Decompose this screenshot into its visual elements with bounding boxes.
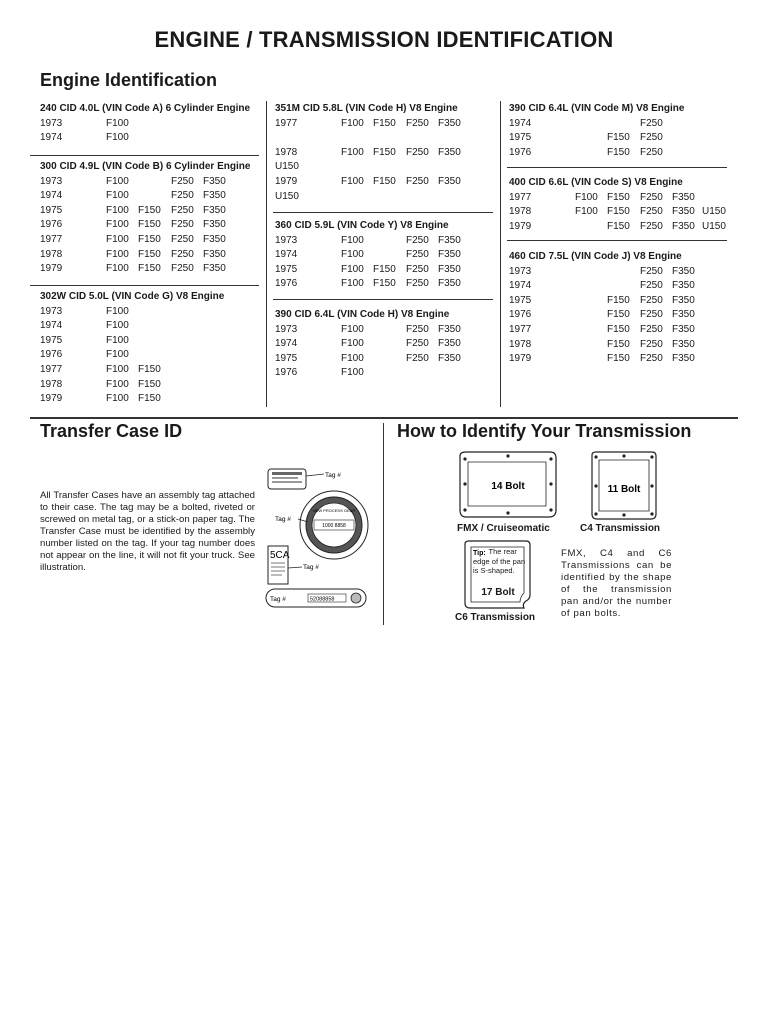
engine-row <box>275 277 461 292</box>
engine-model: F100 <box>341 249 364 261</box>
engine-year: 1974 <box>509 280 532 292</box>
engine-row <box>40 363 224 378</box>
engine-model: F150 <box>138 248 161 260</box>
engine-row <box>40 117 250 132</box>
engine-model: F100 <box>575 191 598 203</box>
block-separator <box>30 285 259 286</box>
engine-model: F100 <box>341 338 364 350</box>
engine-model: F150 <box>607 323 630 335</box>
engine-row <box>509 308 695 323</box>
engine-year: 1973 <box>509 265 532 277</box>
engine-year: 1977 <box>40 233 63 245</box>
engine-year: 1977 <box>509 191 532 203</box>
engine-model: U150 <box>702 206 726 218</box>
engine-row <box>40 233 250 248</box>
engine-row <box>40 319 224 334</box>
engine-row <box>275 175 461 190</box>
engine-model: F350 <box>672 338 695 350</box>
engine-year: 1973 <box>40 305 63 317</box>
engine-year: 1974 <box>275 338 298 350</box>
engine-year: 1976 <box>40 349 63 361</box>
engine-row <box>275 366 449 381</box>
engine-model: F100 <box>341 175 364 187</box>
engine-row <box>275 263 461 278</box>
section-divider <box>383 423 384 625</box>
engine-model: F350 <box>438 278 461 290</box>
engine-model: F250 <box>406 263 429 275</box>
engine-model: F350 <box>438 352 461 364</box>
engine-model: F250 <box>406 175 429 187</box>
engine-model: F250 <box>406 117 429 129</box>
engine-row <box>509 205 726 220</box>
engine-year: 1979 <box>40 393 63 405</box>
engine-model: F350 <box>438 338 461 350</box>
engine-year: 1974 <box>275 249 298 261</box>
engine-model: F250 <box>171 190 194 202</box>
engine-row <box>40 189 250 204</box>
section-separator <box>30 417 738 419</box>
engine-model: F350 <box>438 146 461 158</box>
engine-model: F250 <box>406 249 429 261</box>
engine-model: F250 <box>640 323 663 335</box>
engine-model: F150 <box>373 146 396 158</box>
engine-model: F100 <box>106 219 129 231</box>
engine-model: F350 <box>672 353 695 365</box>
engine-model: F150 <box>138 233 161 245</box>
engine-block-header: 302W CID 5.0L (VIN Code G) V8 Engine <box>40 291 225 302</box>
engine-row <box>40 218 250 233</box>
engine-year: 1978 <box>40 248 63 260</box>
tag-label: Tag # <box>303 564 319 571</box>
engine-model: F100 <box>341 323 364 335</box>
engine-model: F150 <box>607 206 630 218</box>
engine-year: 1973 <box>40 175 63 187</box>
engine-row <box>509 338 695 353</box>
round-tag-number: 1000 8858 <box>322 523 346 529</box>
engine-model: F150 <box>373 117 396 129</box>
transmission-title: How to Identify Your Transmission <box>397 421 692 441</box>
engine-row <box>509 352 695 367</box>
engine-model: F100 <box>106 305 129 317</box>
engine-model: F350 <box>203 233 226 245</box>
engine-model: F100 <box>106 263 129 275</box>
engine-model: F100 <box>106 363 129 375</box>
column-divider <box>500 101 501 407</box>
engine-year: 1979 <box>275 175 298 187</box>
engine-row <box>275 146 461 161</box>
tag-label: Tag # <box>275 516 291 523</box>
engine-row <box>509 323 695 338</box>
engine-year: 1979 <box>509 353 532 365</box>
engine-row <box>509 279 695 294</box>
block-separator <box>507 240 727 241</box>
engine-model: F350 <box>203 263 226 275</box>
engine-year: 1973 <box>275 234 298 246</box>
engine-model: F250 <box>171 175 194 187</box>
engine-row <box>509 220 726 235</box>
engine-model: F150 <box>607 146 630 158</box>
block-separator <box>507 167 727 168</box>
engine-model: F100 <box>341 234 364 246</box>
engine-year: 1976 <box>275 367 298 379</box>
transmission-description: FMX, C4 and C6 Transmissions can be identified by the shape of the transmission pan and/or the number of pan bolts. <box>561 548 672 619</box>
paper-tag-code: 5CA <box>270 550 290 561</box>
engine-model: F100 <box>106 132 129 144</box>
engine-model: U150 <box>702 220 726 232</box>
engine-model: F150 <box>138 219 161 231</box>
engine-model: F350 <box>672 206 695 218</box>
engine-model: F150 <box>607 220 630 232</box>
engine-model: F150 <box>373 263 396 275</box>
engine-model: F150 <box>607 132 630 144</box>
engine-model: F250 <box>171 204 194 216</box>
engine-model: F100 <box>341 352 364 364</box>
engine-model: F100 <box>106 233 129 245</box>
fmx-caption: FMX / Cruiseomatic <box>457 523 550 534</box>
engine-model: F350 <box>203 219 226 231</box>
engine-row <box>509 131 684 146</box>
engine-model: F100 <box>575 206 598 218</box>
engine-model: F150 <box>607 309 630 321</box>
transfer-case-description: All Transfer Cases have an assembly tag attached to their case. The tag may be a bolted, riveted or screwed on metal tag, or a stick-on paper tag. The Transfer Case must be identified by the assembly number listed on the tag. If your tag number does not appear on the line, it will not fit your truck. See illustration. <box>40 490 255 573</box>
engine-year: 1976 <box>275 278 298 290</box>
tip-text: The rear edge of the pan is S-shaped. <box>473 547 526 576</box>
engine-year: 1973 <box>275 323 298 335</box>
engine-model: F250 <box>640 280 663 292</box>
engine-row <box>509 294 695 309</box>
engine-year: 1976 <box>509 146 532 158</box>
engine-year: 1975 <box>40 334 63 346</box>
c4-bolt-count: 11 Bolt <box>607 484 641 495</box>
engine-row <box>275 234 461 249</box>
engine-model: F350 <box>203 248 226 260</box>
engine-model: F150 <box>138 378 161 390</box>
engine-model: F100 <box>106 175 129 187</box>
engine-year: 1978 <box>275 146 298 158</box>
engine-model: F100 <box>341 146 364 158</box>
engine-model: F350 <box>672 220 695 232</box>
engine-year: 1975 <box>509 132 532 144</box>
tip-label: Tip: <box>473 550 486 557</box>
engine-year: 1978 <box>509 206 532 218</box>
engine-year: 1979 <box>509 220 532 232</box>
long-tag-number: 52088858 <box>310 596 335 603</box>
engine-row <box>40 248 250 263</box>
engine-block-header: 390 CID 6.4L (VIN Code M) V8 Engine <box>509 103 685 114</box>
c4-pan-diagram <box>589 450 659 522</box>
engine-model: F150 <box>607 353 630 365</box>
engine-model: F350 <box>438 323 461 335</box>
engine-row <box>40 131 250 146</box>
engine-block-header: 390 CID 6.4L (VIN Code H) V8 Engine <box>275 309 450 320</box>
engine-block-header: 400 CID 6.6L (VIN Code S) V8 Engine <box>509 177 683 188</box>
engine-model: F250 <box>406 323 429 335</box>
engine-model: F150 <box>138 393 161 405</box>
engine-model: F350 <box>672 323 695 335</box>
engine-block-header: 300 CID 4.9L (VIN Code B) 6 Cylinder Engine <box>40 161 251 172</box>
engine-model: F350 <box>672 309 695 321</box>
engine-model: F150 <box>373 278 396 290</box>
engine-block <box>40 290 224 407</box>
engine-model: F350 <box>438 249 461 261</box>
engine-year: 1977 <box>275 117 298 129</box>
engine-model: F250 <box>640 191 663 203</box>
engine-model: F250 <box>640 294 663 306</box>
engine-row <box>509 117 684 132</box>
engine-model: F250 <box>640 206 663 218</box>
engine-model: F250 <box>171 233 194 245</box>
engine-year: 1974 <box>40 190 63 202</box>
engine-model: F100 <box>106 248 129 260</box>
engine-model: F150 <box>607 338 630 350</box>
engine-year: 1975 <box>275 263 298 275</box>
engine-model: F250 <box>171 248 194 260</box>
engine-model: F250 <box>640 265 663 277</box>
engine-model: F250 <box>406 146 429 158</box>
engine-block <box>275 219 461 292</box>
c6-bolt-count: 17 Bolt <box>481 587 515 598</box>
engine-model: F250 <box>640 309 663 321</box>
engine-model: F250 <box>406 278 429 290</box>
engine-model: F100 <box>341 367 364 379</box>
engine-model: F350 <box>203 175 226 187</box>
engine-model: F100 <box>106 378 129 390</box>
engine-model: F100 <box>341 117 364 129</box>
engine-model: F150 <box>373 175 396 187</box>
engine-model: F150 <box>607 294 630 306</box>
engine-year: 1973 <box>40 117 63 129</box>
engine-row <box>275 131 458 146</box>
engine-model: F350 <box>672 265 695 277</box>
engine-row <box>40 305 224 320</box>
engine-model: F250 <box>640 338 663 350</box>
engine-row <box>40 348 224 363</box>
engine-model: F250 <box>640 220 663 232</box>
engine-row <box>509 146 684 161</box>
engine-model: F350 <box>672 294 695 306</box>
engine-model: F350 <box>438 117 461 129</box>
page-title: ENGINE / TRANSMISSION IDENTIFICATION <box>154 27 614 52</box>
engine-model: F250 <box>640 146 663 158</box>
engine-year: U150 <box>275 161 299 173</box>
engine-block-header: 460 CID 7.5L (VIN Code J) V8 Engine <box>509 251 682 262</box>
column-divider <box>266 101 267 407</box>
engine-model: F100 <box>341 263 364 275</box>
engine-block-header: 360 CID 5.9L (VIN Code Y) V8 Engine <box>275 220 449 231</box>
engine-row <box>40 204 250 219</box>
engine-model: F250 <box>640 117 663 129</box>
engine-model: F100 <box>106 334 129 346</box>
engine-model: F250 <box>640 132 663 144</box>
engine-row <box>275 160 458 175</box>
engine-model: F350 <box>438 234 461 246</box>
engine-row <box>509 191 695 206</box>
engine-row <box>275 248 461 263</box>
engine-year: 1974 <box>40 132 63 144</box>
engine-row <box>275 337 461 352</box>
engine-block <box>275 308 461 381</box>
engine-block-header: 351M CID 5.8L (VIN Code H) V8 Engine <box>275 103 458 114</box>
c6-caption: C6 Transmission <box>455 612 536 623</box>
engine-year: 1976 <box>40 219 63 231</box>
engine-model: F150 <box>138 263 161 275</box>
block-separator <box>273 299 493 300</box>
engine-model: F150 <box>607 191 630 203</box>
engine-model: F100 <box>106 117 129 129</box>
engine-row <box>40 175 250 190</box>
engine-year: 1978 <box>509 338 532 350</box>
engine-model: F250 <box>406 352 429 364</box>
engine-row <box>275 117 461 132</box>
round-tag-text: NEW PROCESS GEAR <box>312 508 356 513</box>
engine-model: F100 <box>106 190 129 202</box>
engine-year: 1978 <box>40 378 63 390</box>
engine-block <box>509 176 726 234</box>
engine-model: F250 <box>640 353 663 365</box>
engine-model: F150 <box>138 204 161 216</box>
engine-model: F350 <box>203 204 226 216</box>
tag-label: Tag # <box>325 472 341 479</box>
engine-block <box>509 250 695 367</box>
engine-model: F250 <box>171 219 194 231</box>
engine-model: F350 <box>672 191 695 203</box>
engine-year: 1977 <box>509 323 532 335</box>
engine-row <box>40 392 224 407</box>
tip-text-wrapper <box>473 547 529 576</box>
engine-block <box>40 102 250 146</box>
engine-year: U150 <box>275 190 299 202</box>
transfer-case-tag-illustration <box>262 463 372 613</box>
engine-block <box>509 102 684 160</box>
engine-model: F100 <box>106 204 129 216</box>
engine-model: F350 <box>438 175 461 187</box>
engine-year: 1975 <box>275 352 298 364</box>
engine-model: F250 <box>406 234 429 246</box>
engine-year: 1975 <box>40 204 63 216</box>
engine-row <box>40 378 224 393</box>
c4-caption: C4 Transmission <box>580 523 661 534</box>
engine-model: F250 <box>406 338 429 350</box>
engine-row <box>275 323 461 338</box>
engine-model: F350 <box>438 263 461 275</box>
engine-model: F250 <box>171 263 194 275</box>
metal-tag-icon <box>268 469 324 489</box>
engine-block-header: 240 CID 4.0L (VIN Code A) 6 Cylinder Engine <box>40 103 251 114</box>
engine-block <box>275 102 461 204</box>
engine-model: F350 <box>203 190 226 202</box>
engine-model: F100 <box>341 278 364 290</box>
transfer-case-title: Transfer Case ID <box>40 421 183 441</box>
engine-row <box>509 265 695 280</box>
engine-year: 1979 <box>40 263 63 275</box>
engine-year: 1976 <box>509 309 532 321</box>
block-separator <box>30 155 259 156</box>
engine-row <box>40 334 224 349</box>
engine-row <box>275 352 461 367</box>
engine-row <box>275 190 458 205</box>
fmx-pan-diagram <box>456 450 560 520</box>
engine-year: 1977 <box>40 363 63 375</box>
engine-year: 1974 <box>509 117 532 129</box>
tag-label: Tag # <box>270 596 286 603</box>
fmx-bolt-count: 14 Bolt <box>491 481 525 492</box>
engine-row <box>40 262 250 277</box>
engine-model: F100 <box>106 393 129 405</box>
engine-section-title: Engine Identification <box>40 70 218 90</box>
engine-year: 1975 <box>509 294 532 306</box>
engine-model: F150 <box>138 363 161 375</box>
engine-model: F100 <box>106 320 129 332</box>
block-separator <box>273 212 493 213</box>
engine-year: 1974 <box>40 320 63 332</box>
engine-model: F350 <box>672 280 695 292</box>
engine-block <box>40 160 250 277</box>
engine-model: F100 <box>106 349 129 361</box>
